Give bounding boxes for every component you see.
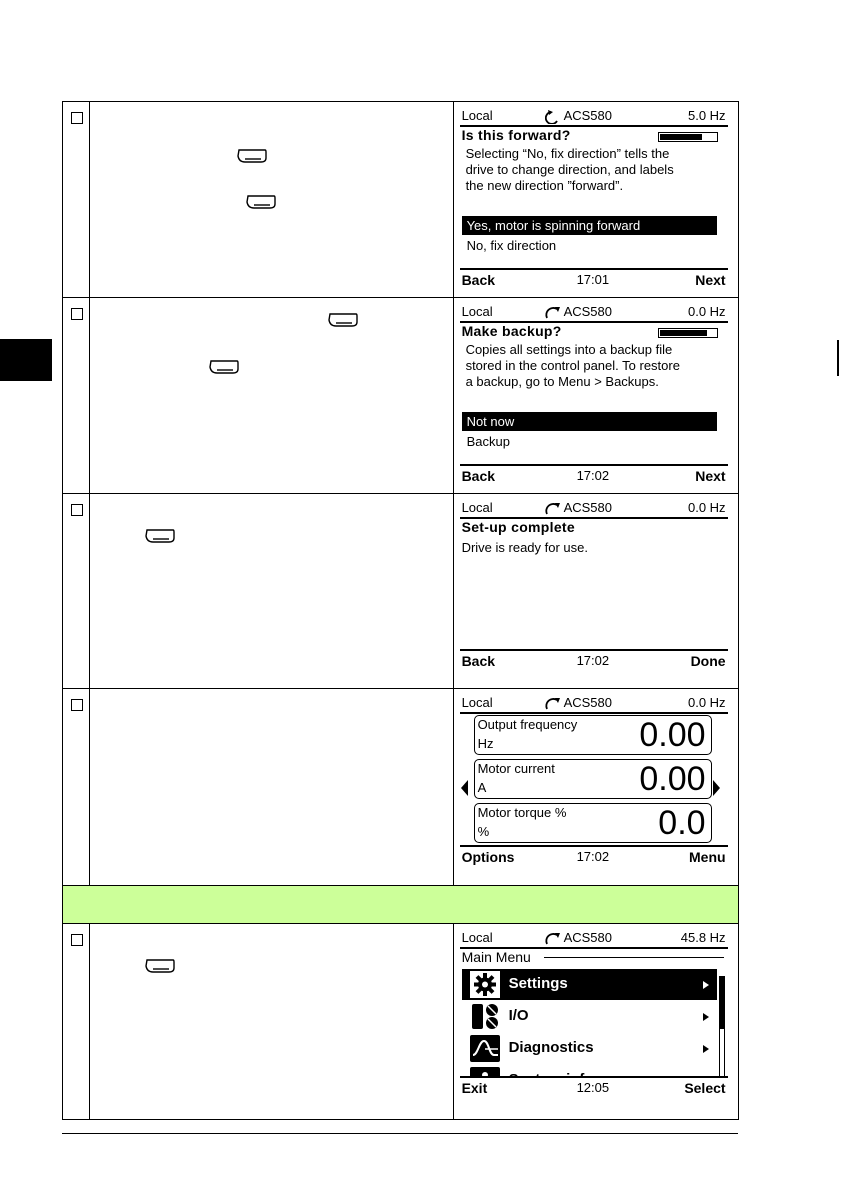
signal-value: 0.0 [658, 804, 706, 842]
step-checkbox[interactable] [71, 934, 83, 946]
status-bar [460, 304, 728, 320]
drive-name: ACS580 [563, 695, 612, 710]
menu-item-diagnostics[interactable] [462, 1033, 717, 1064]
softkey-icon [245, 194, 277, 211]
frequency-readout: 45.8 Hz [680, 930, 726, 945]
menu-item-label: Settings [508, 975, 568, 992]
margin-mark [837, 340, 839, 376]
exit-softkey[interactable]: Exit [461, 1080, 488, 1096]
io-icon [470, 1003, 500, 1030]
rotation-forward-icon [544, 501, 562, 516]
step-checkbox[interactable] [71, 112, 83, 124]
step-row [63, 689, 739, 886]
step-row [63, 102, 739, 298]
clock: 17:01 [576, 272, 610, 287]
footer-rule [460, 1076, 728, 1078]
softkey-bar [460, 468, 728, 484]
back-softkey[interactable]: Back [461, 653, 496, 669]
progress-bar [658, 328, 718, 338]
description-line: Selecting “No, fix direction” tells the [465, 146, 670, 161]
description-line: drive to change direction, and labels [465, 162, 674, 177]
rotation-reverse-icon [545, 109, 561, 124]
description-line: Copies all settings into a backup file [465, 342, 673, 357]
description-line: stored in the control panel. To restore [465, 358, 680, 373]
clock: 17:02 [576, 653, 610, 668]
menu-item-label: I/O [508, 1007, 529, 1024]
progress-fill [660, 330, 708, 336]
submenu-arrow-icon [703, 1045, 709, 1053]
footer-rule [460, 464, 728, 466]
control-mode: Local [461, 695, 493, 710]
signal-name: Motor current [477, 761, 555, 776]
description [466, 342, 724, 390]
description [462, 540, 720, 556]
header-rule [460, 712, 728, 714]
next-softkey[interactable]: Next [695, 468, 726, 484]
panel-screen-main-menu [460, 930, 728, 1110]
signal-box-motor-current [474, 759, 712, 799]
progress-bar [658, 132, 718, 142]
softkey-bar [460, 653, 728, 669]
status-bar [460, 108, 728, 124]
rotation-forward-icon [544, 305, 562, 320]
footer-rule [460, 845, 728, 847]
diagnostics-icon [470, 1035, 500, 1062]
signal-name: Motor torque % [477, 805, 567, 820]
progress-fill [660, 134, 702, 140]
softkey-icon [327, 312, 359, 329]
step-checkbox[interactable] [71, 504, 83, 516]
frequency-readout: 0.0 Hz [687, 304, 726, 319]
menu-item-settings[interactable] [462, 969, 717, 1000]
frequency-readout: 0.0 Hz [687, 695, 726, 710]
clock: 12:05 [576, 1080, 610, 1095]
control-mode: Local [461, 108, 493, 123]
menu-item-label: Diagnostics [508, 1039, 594, 1056]
softkey-icon [144, 528, 176, 545]
section-row [63, 886, 739, 924]
next-view-arrow-icon[interactable] [713, 780, 720, 796]
control-mode: Local [461, 930, 493, 945]
drive-name: ACS580 [563, 500, 612, 515]
softkey-icon [144, 958, 176, 975]
frequency-readout: 0.0 Hz [687, 500, 726, 515]
footer-rule [460, 268, 728, 270]
scrollbar[interactable] [719, 976, 725, 1088]
clock: 17:02 [576, 849, 610, 864]
footer-rule [460, 649, 728, 651]
signal-box-motor-torque [474, 803, 712, 843]
signal-unit: A [477, 780, 487, 795]
softkey-icon [208, 359, 240, 376]
done-softkey[interactable]: Done [690, 653, 726, 669]
option-yes[interactable]: Yes, motor is spinning forward [462, 216, 717, 235]
drive-name: ACS580 [563, 108, 612, 123]
softkey-bar [460, 849, 728, 865]
drive-name: ACS580 [563, 930, 612, 945]
section-bar [63, 886, 739, 924]
options-softkey[interactable]: Options [461, 849, 515, 865]
back-softkey[interactable]: Back [461, 272, 496, 288]
option-backup[interactable]: Backup [466, 434, 510, 449]
signal-name: Output frequency [477, 717, 578, 732]
title-rule [544, 957, 724, 958]
previous-view-arrow-icon[interactable] [461, 780, 468, 796]
screen-title: Main Menu [461, 949, 531, 965]
clock: 17:02 [576, 468, 610, 483]
screen-title: Make backup? [461, 323, 562, 339]
menu-item-io[interactable] [462, 1001, 717, 1032]
step-checkbox[interactable] [71, 308, 83, 320]
signal-box-output-frequency [474, 715, 712, 755]
signal-value: 0.00 [639, 760, 706, 798]
procedure-table [62, 101, 739, 1120]
status-bar [460, 695, 728, 711]
submenu-arrow-icon [703, 981, 709, 989]
chapter-tab [0, 339, 52, 381]
screen-title: Set-up complete [461, 519, 575, 535]
screen-title: Is this forward? [461, 127, 571, 143]
panel-screen-complete [460, 500, 728, 680]
control-mode: Local [461, 500, 493, 515]
drive-name: ACS580 [563, 304, 612, 319]
softkey-icon [236, 148, 268, 165]
back-softkey[interactable]: Back [461, 468, 496, 484]
step-checkbox[interactable] [71, 699, 83, 711]
signal-unit: % [477, 824, 490, 839]
submenu-arrow-icon [703, 1013, 709, 1021]
softkey-bar [460, 272, 728, 288]
step-row [63, 298, 739, 494]
step-row [63, 924, 739, 1120]
description-line: Drive is ready for use. [461, 540, 588, 555]
scrollbar-thumb[interactable] [720, 977, 724, 1029]
option-fix-direction[interactable]: No, fix direction [466, 238, 557, 253]
gear-icon [470, 971, 500, 998]
softkey-bar [460, 1080, 728, 1096]
panel-screen-backup [460, 304, 728, 484]
description [466, 146, 724, 194]
page-footer-rule [62, 1133, 738, 1134]
signal-value: 0.00 [639, 716, 706, 754]
panel-screen-forward [460, 108, 728, 288]
menu-softkey[interactable]: Menu [689, 849, 726, 865]
description-line: a backup, go to Menu > Backups. [465, 374, 659, 389]
panel-screen-home [460, 695, 728, 875]
rotation-forward-icon [544, 931, 562, 946]
rotation-forward-icon [544, 696, 562, 711]
status-bar [460, 500, 728, 516]
description-line: the new direction ”forward”. [465, 178, 624, 193]
select-softkey[interactable]: Select [684, 1080, 726, 1096]
status-bar [460, 930, 728, 946]
signal-unit: Hz [477, 736, 494, 751]
control-mode: Local [461, 304, 493, 319]
option-not-now[interactable]: Not now [462, 412, 717, 431]
step-row [63, 494, 739, 689]
frequency-readout: 5.0 Hz [687, 108, 726, 123]
next-softkey[interactable]: Next [695, 272, 726, 288]
